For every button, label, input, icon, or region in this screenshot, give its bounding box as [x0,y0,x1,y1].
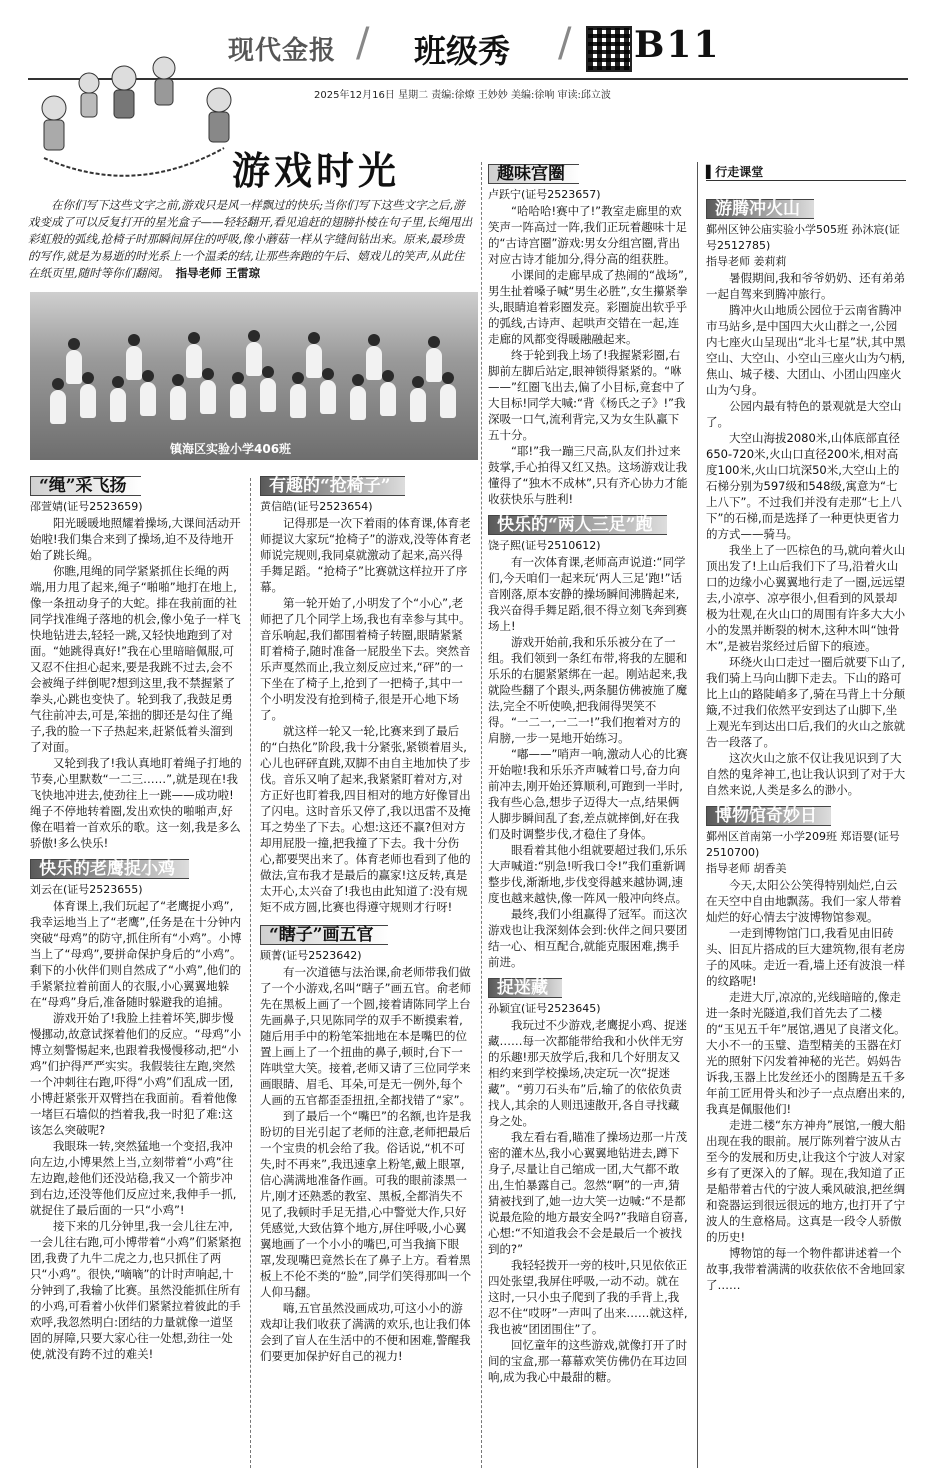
article-author: 刘云在(证号2523655) [30,883,143,896]
masthead-divider: / [356,20,370,66]
column-divider [250,478,251,1468]
article-paragraph: 我玩过不少游戏,老鹰捉小鸡、捉迷藏……每一次都能带给我和小伙伴无穷的乐趣!那天放学后,我和几个好朋友又相约来到学校操场,决定玩一次“捉迷藏”。“剪刀石头布”后,输了的依依负责找人,其余的人则迅速散开,各自寻找藏身之处。 [488,1018,688,1128]
column-divider [697,162,698,1468]
article-paragraph: 最终,我们小组赢得了冠军。而这次游戏也让我深刻体会到:伙伴之间只要团结一心、相互配合,就能克服困难,携手前进。 [488,907,688,969]
masthead-divider: / [558,20,572,66]
article-paragraph: 走进大厅,凉凉的,光线暗暗的,像走进一条时光隧道,我们首先去了二楼的“玉见五千年”展馆,遇见了良渚文化。大小不一的玉璧、造型精美的玉器在灯光的照射下闪发着神秘的光芒。妈妈告诉我,玉器上比发丝还小的图腾是五千多年前工匠用骨头和沙子一点点磨出来的,我真是佩服他们! [706,990,906,1116]
article-paragraph: 这次火山之旅不仅让我见识到了大自然的鬼斧神工,也让我认识到了对于大自然来说,人类是多么的渺小。 [706,751,906,797]
article-author: 卢跃宁(证号2523657) [488,188,601,201]
article-paragraph: 小课间的走廊早成了热闹的“战场”,男生扯着嗓子喊“男生必胜”,女生攥紧拳头,眼睛追着彩圈发亮。彩圈旋出软乎乎的弧线,古诗声、起哄声交错在一起,连走廊的风都变得暖融融起来。 [488,268,688,346]
article-title: 快乐的老鹰捉小鸡 [30,859,189,879]
article-paragraph: 我左看右看,瞄准了操场边那一片茂密的灌木丛,我小心翼翼地钻进去,蹲下身子,尽量让自己缩成一团,大气都不敢出,生怕暴露自己。忽然“啊”的一声,猜猜被找到了,她一边大笑一边喊:“不是都说最危险的地方最安全吗?”我暗自窃喜,心想:“不知道我会不会是最后一个被找到的?” [488,1130,688,1256]
article-paragraph: 体育课上,我们玩起了“老鹰捉小鸡”,我幸运地当上了“老鹰”,任务是在十分钟内突破“母鸡”的防守,抓住所有“小鸡”。小博当上了“母鸡”,要拼命保护身后的“小鸡”。剩下的小伙伴们则自然成了“小鸡”,他们的手紧紧拉着前面人的衣服,小心翼翼地躲在“母鸡”身后,准备随时躲避我的追捕。 [30,899,242,1009]
column-2 [260,476,474,1364]
children-jumping-rope-illustration [14,38,254,188]
article-teacher: 指导老师 胡香美 [706,862,787,875]
article-author: 顾菁(证号2523642) [260,949,362,962]
article-paragraph: 又轮到我了!我认真地盯着绳子打地的节奏,心里默数“一二三……”,就是现在!我飞快地冲进去,使劲往上一跳——成功啦!绳子不停地转着圈,发出欢快的啪啪声,好像在唱着一首欢乐的歌。这一刻,我是多么骄傲!多么快乐! [30,756,242,850]
article-paragraph: 嗨,五官虽然没画成功,可这小小的游戏却让我们收获了满满的欢乐,也让我们体会到了盲人在生活中的不便和困难,警醒我们要更加保护好自己的视力! [260,1301,471,1363]
article-title: 捉迷藏 [488,978,562,998]
article-paragraph: 记得那是一次下着雨的体育课,体育老师提议大家玩“抢椅子”的游戏,没等体育老师说完规则,我同桌就激动了起来,高兴得手舞足蹈。“抢椅子”比赛就这样拉开了序幕。 [260,516,472,594]
corner-label: ▌行走课堂 [706,164,906,181]
article-paragraph: 大空山海拔2080米,山体底部直径650-720米,火山口直径200米,相对高度100米,火山口坑深50米,大空山上的石梯分别为597级和548级,寓意为“七上八下”。不过我们并没有走那“七上八下”的石梯,而是选择了一种更快更省力的方式——骑马。 [706,431,902,541]
article-paragraph: 一走到博物馆门口,我看见由旧砖头、旧瓦片搭成的巨大建筑物,很有老房子的风味。走近一看,墙上还有波浪一样的纹路呢! [706,926,906,988]
photo-caption: 镇海区实验小学406班 [170,442,292,456]
article-paragraph: 第一轮开始了,小明发了个“小心”,老师把了几个同学上场,我也有幸参与其中。音乐响起,我们都围着椅子转圈,眼睛紧紧盯着椅子,随时准备一屁股坐下去。突然音乐声戛然而止,我立刻反应过来,“砰”的一下坐在了椅子上,抢到了一把椅子,其中一个小明发没有抢到椅子,很是开心地下场了。 [260,596,471,722]
article-paragraph: 回忆童年的这些游戏,就像打开了时间的宝盒,那一幕幕欢笑仿佛仍在耳边回响,成为我心中最甜的糖。 [488,1338,688,1384]
article-title: “瞎子”画五官 [260,925,388,945]
article-paragraph: 博物馆的每一个物件都讲述着一个故事,我带着满满的收获依依不舍地回家了…… [706,1246,906,1292]
article-paragraph: 公园内最有特色的景观就是大空山了。 [706,399,902,429]
article-paragraph: 眼看着其他小组就要超过我们,乐乐大声喊道:“别急!听我口令!”我们重新调整步伐,渐渐地,步伐变得越来越协调,速度也越来越快,像一阵风一般冲向终点。 [488,843,688,905]
article-teacher: 指导老师 姜莉莉 [706,255,787,268]
article-title: 有趣的“抢椅子” [260,476,405,496]
dateline: 2025年12月16日 星期二 责编:徐燎 王妙妙 美编:徐响 审读:邱立波 [314,90,611,101]
article-paragraph: 走进二楼“东方神舟”展馆,一艘大船出现在我的眼前。展厅陈列着宁波从古至今的发展和历史,让我这个宁波人对家乡有了更深入的了解。现在,我知道了正是船带着古代的宁波人乘风破浪,把丝绸和瓷器运到很远很远的地方,也打开了宁波人的生意格局。这真是一段令人骄傲的历史! [706,1118,906,1244]
article-author: 黄信皓(证号2523654) [260,500,373,513]
intro-teacher: 指导老师 王雷琼 [175,266,261,280]
article-author: 孙颖宜(证号2523645) [488,1002,601,1015]
article-paragraph: 接下来的几分钟里,我一会儿往左冲,一会儿往右跑,可小博带着“小鸡”们紧紧抱团,我费了九牛二虎之力,也只抓住了两只“小鸡”。很快,“嘀嘀”的计时声响起,十分钟到了,我输了比赛。虽然没能抓住所有的小鸡,可看着小伙伴们紧紧拉着彼此的手欢呼,我忽然明白:团结的力量就像一道坚固的屏障,只要大家心往一处想,劲往一处使,就没有跨不过的难关! [30,1219,242,1361]
article-title: “绳”采飞扬 [30,476,141,496]
article-author: 邵萱婧(证号2523659) [30,500,143,513]
article-title: 趣味宫圈 [488,164,579,184]
article-paragraph: 环绕火山口走过一圈后就要下山了,我们骑上马向山脚下走去。下山的路可比上山的路陡峭多了,骑在马背上十分颠簸,不过我们依然平安到达了山脚下,坐上观光车到达出口后,我们的火山之旅就告一段落了。 [706,655,906,749]
article-paragraph: 有一次体育课,老师高声说道:“同学们,今天咱们一起来玩‘两人三足’跑!”话音刚落,原本安静的操场瞬间沸腾起来,我兴奋得手舞足蹈,很不得立刻飞奔到赛场上! [488,555,688,633]
article-paragraph: 我眼珠一转,突然猛地一个变招,我冲向左边,小博果然上当,立刻带着“小鸡”往左边跑,趁他们还没站稳,我又一个箭步冲到右边,还没等他们反应过来,我伸手一抓,就捉住了最后面的一只“小鸡”! [30,1139,237,1217]
article-paragraph: 终于轮到我上场了!我握紧彩圈,右脚前左脚后站定,眼神锁得紧紧的。“咻——”红圈飞出去,偏了小目标,竟套中了大目标!同学大喊:“背《杨氏之子》!”我深吸一口气,流利背完,又为女生队赢下五十分。 [488,348,686,442]
article-paragraph: 有一次道德与法治课,俞老师带我们做了一个小游戏,名叫“瞎子”画五官。俞老师先在黑板上画了一个圆,接着请陈同学上台先画鼻子,只见陈同学的双手不断摸索着,随后用手中的粉笔笨拙地在本是嘴巴的位置上画上了一个扭曲的鼻子,顿时,台下一阵哄堂大笑。接着,老师又请了三位同学来画眼睛、眉毛、耳朵,可是无一例外,每个人画的五官都歪歪扭扭,全都找错了“家”。 [260,965,472,1107]
column-4 [706,164,906,1293]
article-paragraph: 阳光暖暖地照耀着操场,大课间活动开始啦!我们集合来到了操场,迫不及待地开始了跳长绳。 [30,516,241,562]
article-paragraph: 今天,太阳公公笑得特别灿烂,白云在天空中自由地飘荡。我们一家人带着灿烂的好心情去宁波博物馆参观。 [706,878,902,924]
qr-code-icon [586,26,632,72]
intro-text: 在你们写下这些文字之前,游戏只是风一样飘过的快乐;当你们写下这些文字之后,游戏变成了可以反复打开的星光盒子——轻轻翻开,看见追赶的翅膀扑棱在句子里,长绳甩出彩虹般的弧线,抢椅子时那瞬间屏住的呼吸,像小蘑菇一样从字缝间钻出来。原来,最珍贵的写作,就是为易逝的时光系上一个温柔的结,让那些奔跑的午后、嬉戏儿的笑声,从此住在纸页里,随时等你们翻阅。 [28,198,473,280]
page-number: B11 [634,24,721,66]
article-paragraph: 腾冲火山地质公园位于云南省腾冲市马站乡,是中国四大火山群之一,公园内七座火山呈现出“北斗七星”状,其中黑空山、大空山、小空山三座火山为勺柄,焦山、城子楼、大团山、小团山四座火山为勺身。 [706,303,906,397]
intro-paragraph [28,197,474,282]
article-paragraph: 暑假期间,我和爷爷奶奶、还有弟弟一起自驾来到腾冲旅行。 [706,271,906,301]
article-paragraph: 游戏开始前,我和乐乐被分在了一组。我们领到一条红布带,将我的左腿和乐乐的右腿紧紧绑在一起。刚站起来,我就险些翻了个跟头,两条腿仿佛被施了魔法,完全不听使唤,把我闹得哭笑不得。“一二一,一二一!”我们抱着对方的肩膀,一步一晃地开始练习。 [488,635,688,745]
article-title: 快乐的“两人三足”跑 [488,515,667,535]
article-paragraph: “耶!”我一蹦三尺高,队友们扑过来鼓掌,手心拍得又红又热。这场游戏让我懂得了“独木不成林”,只有齐心协力才能收获快乐与胜利! [488,444,688,506]
article-title: 博物馆奇妙日 [706,806,831,826]
article-paragraph: 我坐上了一匹棕色的马,就向着火山顶出发了!上山后我们下了马,沿着火山口的边缘小心翼翼地行走了一圈,远远望去,小凉亭、凉亭很小,但看到的风景却极为壮观,在火山口的周围有许多大大小小的发黑并断裂的树木,这种木叫“蚀骨木”,是被岩浆经过后留下的痕迹。 [706,543,906,653]
article-paragraph: 我轻轻拨开一旁的枝叶,只见依依正四处张望,我屏住呼吸,一动不动。就在这时,一只小虫子爬到了我的手背上,我忍不住“哎呀”一声叫了出来……就这样,我也被“团团围住”了。 [488,1258,688,1336]
article-paragraph: “哈哈哈!赛中了!”教室走廊里的欢笑声一阵高过一阵,我们正玩着趣味十足的“古诗宫圈”游戏:男女分组宫圈,背出对应古诗才能加分,得分高的组获胜。 [488,204,688,266]
publication-name: 现代金报 [228,36,337,66]
article-author: 鄞州区首南第一小学209班 郑语婴(证号2510700) [706,830,900,859]
article-author: 鄞州区钟公庙实验小学505班 孙沐宸(证号2512785) [706,223,900,252]
article-paragraph: “嘟——”哨声一响,激动人心的比赛开始啦!我和乐乐齐声喊着口号,奋力向前冲去,刚开始还算顺利,可跑到一半时,我有些心急,想步子迈得大一点,结果俩人脚步瞬间乱了套,差点就摔倒,好在我们及时调整步伐,才稳住了身体。 [488,747,688,841]
article-title: 游腾冲火山 [706,199,814,219]
article-author: 饶子熙(证号2510612) [488,539,601,552]
column-divider [481,162,482,1468]
article-paragraph: 游戏开始了!我脸上挂着坏笑,脚步慢慢挪动,故意试探着他们的反应。“母鸡”小博立刻警惕起来,也跟着我慢慢移动,把“小鸡”们护得严严实实。我假装往左跑,突然一个冲刺往右跑,吓得“小鸡”们乱成一团,小博赶紧张开双臂挡在我面前。看着他像一堵巨石墙似的挡着我,我一时犯了难:这该怎么突破呢? [30,1011,242,1137]
section-name: 班级秀 [414,32,511,70]
article-paragraph: 就这样一轮又一轮,比赛来到了最后的“白热化”阶段,我十分紧张,紧锁着眉头,心儿也砰砰直跳,双脚不由自主地加快了步伐。音乐又响了起来,我紧紧盯着对方,对方正好也盯着我,四目相对的地方好像冒出了闪电。这时音乐又停了,我以迅雷不及掩耳之势坐了下去。心想:这还不赢?但对方却用屁股一撞,把我撞了下去。我十分伤心,都要哭出来了。体育老师也看到了他的做法,宣布我才是最后的赢家!这反转,真是太开心,太兴奋了!我也由此知道了:没有规矩不成方圆,比赛也得遵守规则才行呀! [260,724,471,914]
column-1 [30,476,242,1362]
article-paragraph: 你瞧,甩绳的同学紧紧抓住长绳的两端,用力甩了起来,绳子“啪啪”地打在地上,像一条扭动身子的大蛇。排在我前面的社同学找准绳子落地的机会,像小兔子一样飞快地钻进去,轻轻一跳,又轻快地跑到了对面。“她跳得真好!”我在心里暗暗佩服,可又忍不住担心起来,要是我跳不过去,会不会被绳子绊倒呢?想到这里,我不禁握紧了拳头,心跳也变快了。轮到我了,我鼓足勇气往前冲去,可是,笨拙的脚还是勾住了绳子,我的脸一下子热起来,赶紧低着头溜到了对面。 [30,564,241,754]
class-photo [30,292,478,460]
column-3 [488,164,688,1385]
page-title: 游戏时光 [232,148,401,193]
article-paragraph: 到了最后一个“嘴巴”的名额,也许是我盼切的目光引起了老师的注意,老师把最后一个宝贵的机会给了我。俗话说,“机不可失,时不再来”,我迅速拿上粉笔,戴上眼罩,信心满满地准备作画。可我的眼前漆黑一片,刚才还熟悉的教室、黑板,全都消失不见了,我顿时手足无措,心中警觉大作,只好凭感觉,大致估算个地方,屏住呼吸,小心翼翼地画了一个小小的嘴巴,可当我摘下眼罩,发现嘴巴竟然长在了鼻子上方。看着黑板上不伦不类的“脸”,同学们笑得那叫一个人仰马翻。 [260,1109,472,1299]
